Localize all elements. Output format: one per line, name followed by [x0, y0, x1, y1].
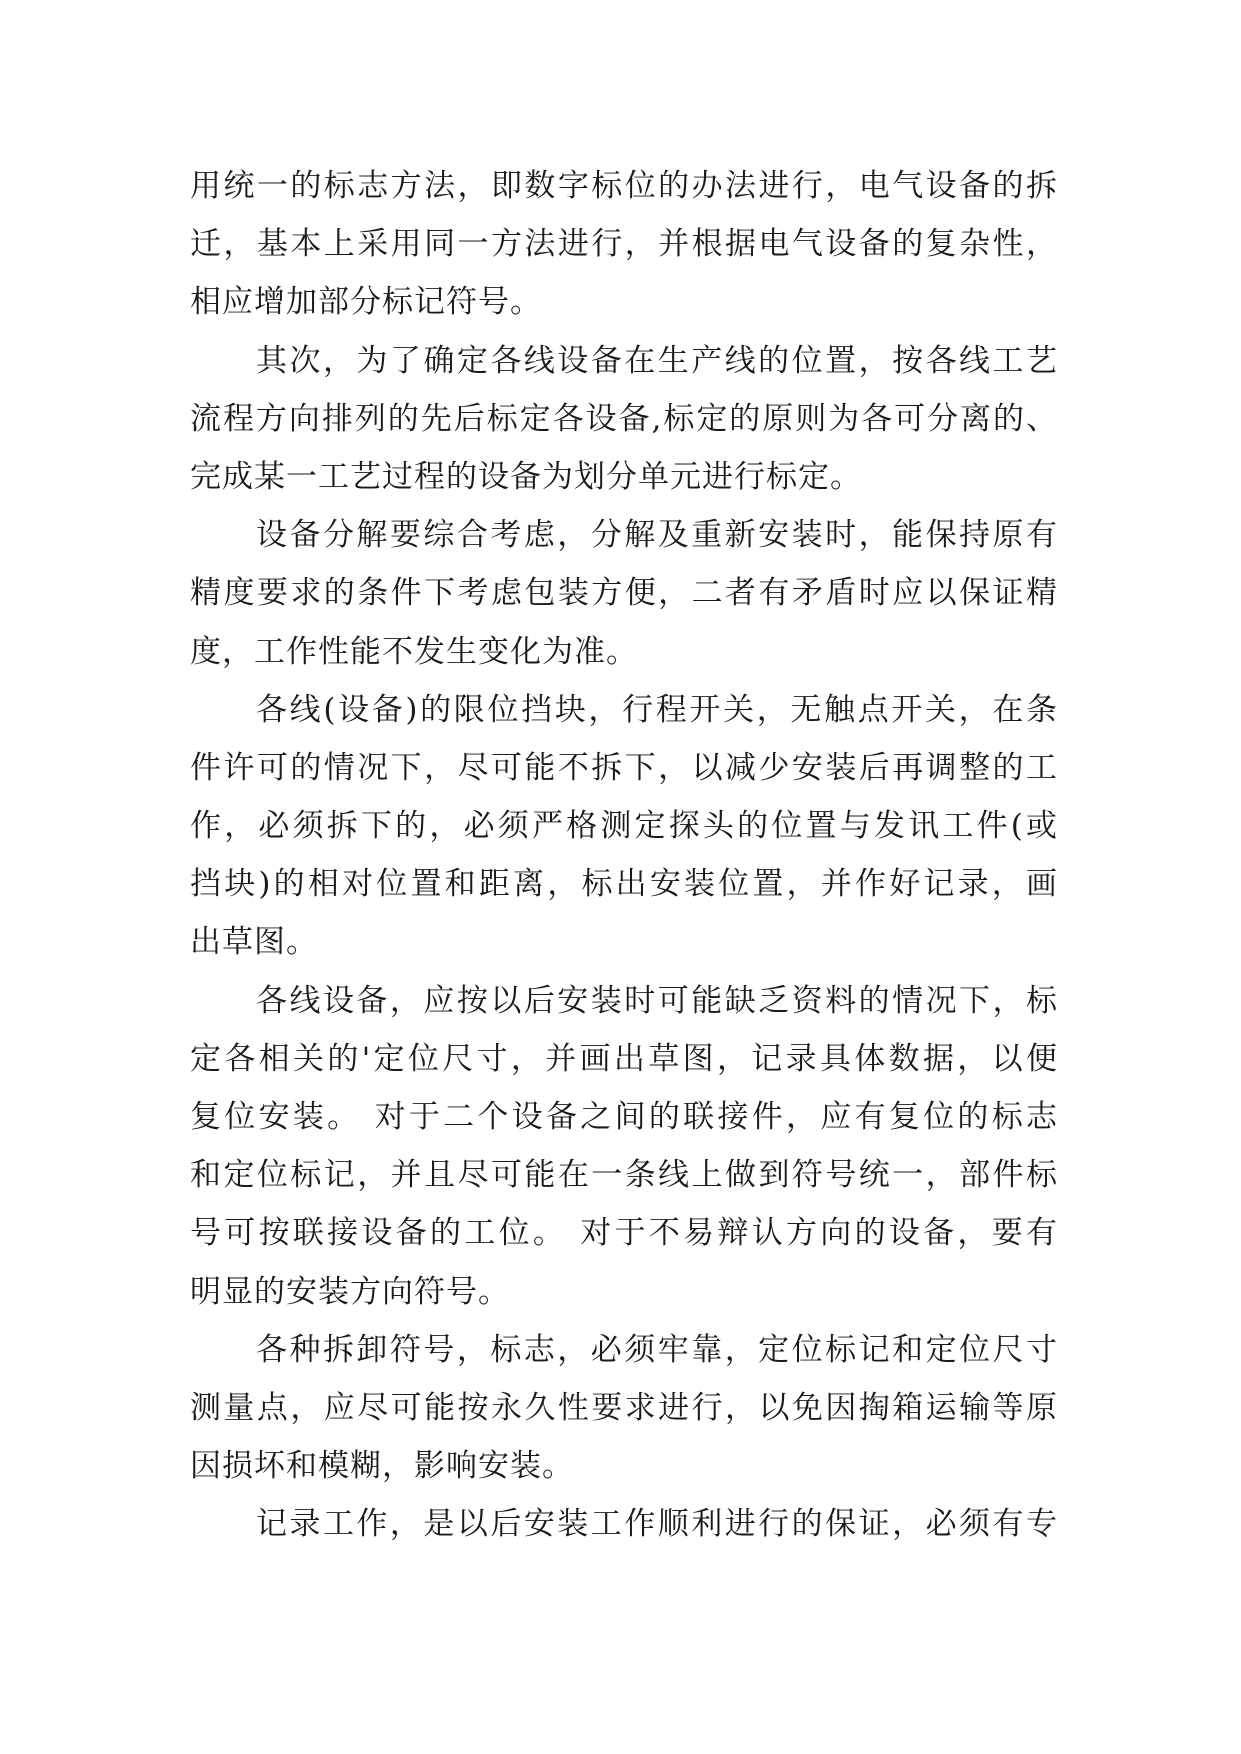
text-line: 明显的安装方向符号。	[190, 1273, 510, 1310]
text-line: 迁，基本上采用同一方法进行，并根据电气设备的复杂性，	[190, 226, 1058, 263]
text-line: 复位安装。 对于二个设备之间的联接件，应有复位的标志	[190, 1099, 1058, 1135]
text-line: 各线(设备)的限位挡块，行程开关，无触点开关，在条	[256, 691, 1058, 728]
text-line: 和定位标记，并且尽可能在一条线上做到符号统一，部件标	[190, 1157, 1058, 1194]
text-line: 度，工作性能不发生变化为准。	[190, 633, 638, 670]
text-line: 作，必须拆下的，必须严格测定探头的位置与发讯工件(或	[190, 808, 1058, 845]
text-line: 定各相关的'定位尺寸，并画出草图，记录具体数据，以便	[190, 1040, 1058, 1077]
text-line: 流程方向排列的先后标定各设备,标定的原则为各可分离的、	[190, 400, 1058, 437]
text-line: 挡块)的相对位置和距离，标出安装位置，并作好记录，画	[190, 866, 1058, 903]
text-line: 各线设备，应按以后安装时可能缺乏资料的情况下，标	[256, 982, 1058, 1019]
paragraph	[190, 506, 1058, 681]
paragraph	[190, 681, 1058, 972]
text-line: 完成某一工艺过程的设备为划分单元进行标定。	[190, 458, 862, 495]
paragraph	[190, 1321, 1058, 1496]
text-line: 测量点，应尽可能按永久性要求进行，以免因掏箱运输等原	[190, 1389, 1058, 1426]
paragraph	[190, 332, 1058, 507]
text-line: 件许可的情况下，尽可能不拆下，以减少安装后再调整的工	[190, 749, 1058, 786]
text-line: 设备分解要综合考虑，分解及重新安装时，能保持原有	[256, 517, 1058, 554]
document-body	[190, 157, 1058, 1554]
text-line: 其次，为了确定各线设备在生产线的位置，按各线工艺	[256, 342, 1058, 379]
paragraph	[190, 157, 1058, 332]
text-line: 用统一的标志方法，即数字标位的办法进行，电气设备的拆	[190, 168, 1058, 204]
text-line: 记录工作，是以后安装工作顺利进行的保证，必须有专	[256, 1506, 1058, 1543]
text-line: 精度要求的条件下考虑包装方便，二者有矛盾时应以保证精	[190, 575, 1058, 612]
text-line: 因损坏和模糊，影响安装。	[190, 1448, 574, 1485]
text-line: 相应增加部分标记符号。	[190, 284, 542, 321]
text-line: 号可按联接设备的工位。 对于不易辩认方向的设备，要有	[190, 1215, 1058, 1252]
paragraph	[190, 1495, 1058, 1553]
text-line: 出草图。	[190, 924, 318, 961]
text-line: 各种拆卸符号，标志，必须牢靠，定位标记和定位尺寸	[256, 1331, 1058, 1368]
paragraph	[190, 972, 1058, 1321]
